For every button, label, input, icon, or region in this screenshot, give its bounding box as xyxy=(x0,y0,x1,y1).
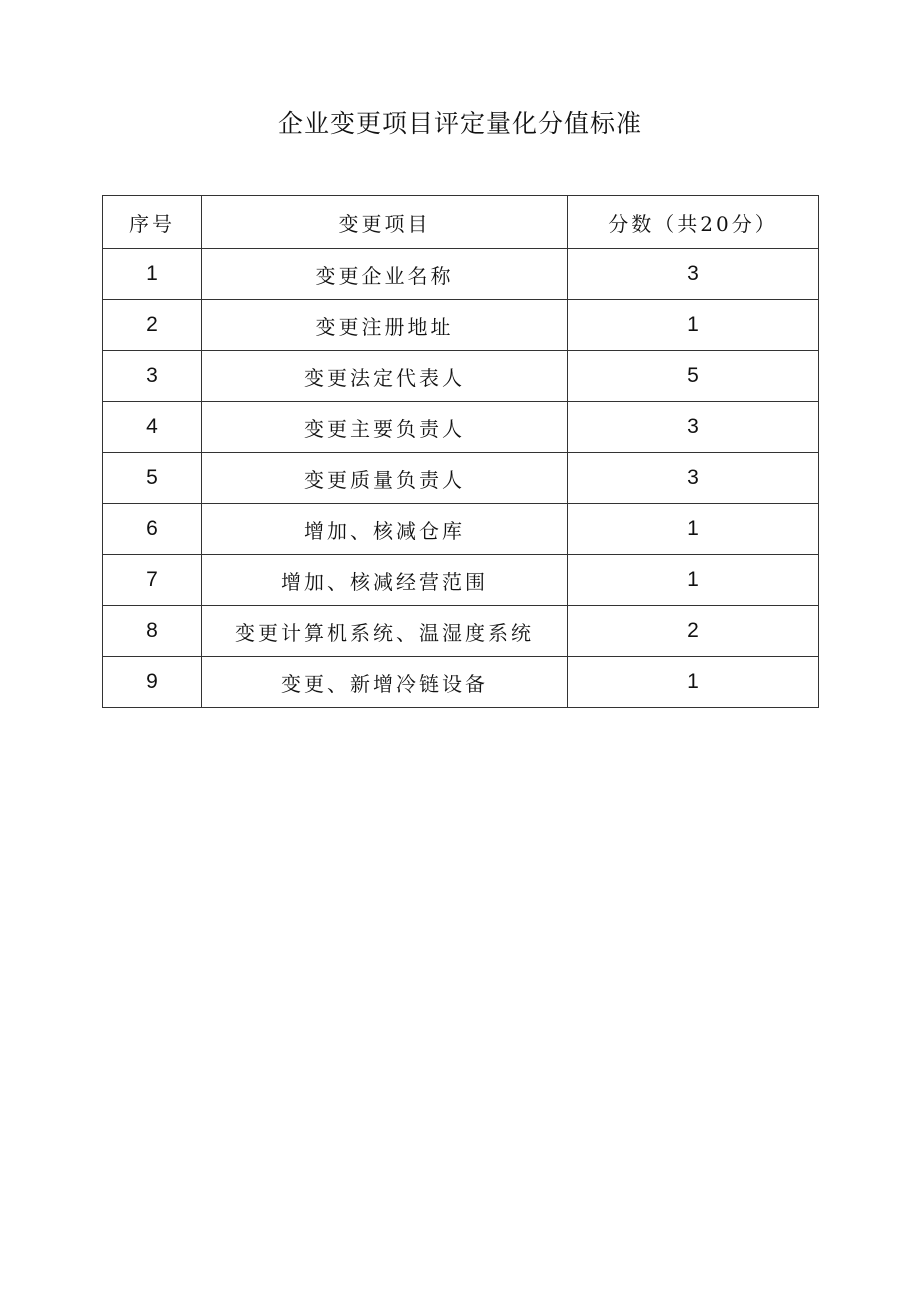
row-index: 3 xyxy=(103,351,202,402)
row-index: 5 xyxy=(103,453,202,504)
score-table xyxy=(102,195,819,708)
row-index: 8 xyxy=(103,606,202,657)
row-score: 1 xyxy=(568,504,819,555)
row-item: 变更法定代表人 xyxy=(202,351,568,402)
row-score: 1 xyxy=(568,555,819,606)
row-score: 2 xyxy=(568,606,819,657)
header-index: 序号 xyxy=(103,196,202,249)
header-item: 变更项目 xyxy=(202,196,568,249)
table-row xyxy=(103,402,819,453)
row-item: 增加、核减经营范围 xyxy=(202,555,568,606)
table-row xyxy=(103,249,819,300)
row-index: 4 xyxy=(103,402,202,453)
row-index: 6 xyxy=(103,504,202,555)
row-item: 变更质量负责人 xyxy=(202,453,568,504)
row-score: 3 xyxy=(568,402,819,453)
row-score: 3 xyxy=(568,453,819,504)
row-item: 变更企业名称 xyxy=(202,249,568,300)
row-item: 变更、新增冷链设备 xyxy=(202,657,568,708)
table-row xyxy=(103,504,819,555)
header-score: 分数（共20分） xyxy=(568,196,819,249)
row-item: 变更注册地址 xyxy=(202,300,568,351)
row-index: 2 xyxy=(103,300,202,351)
row-item: 增加、核减仓库 xyxy=(202,504,568,555)
table-row xyxy=(103,300,819,351)
row-score: 5 xyxy=(568,351,819,402)
row-score: 1 xyxy=(568,657,819,708)
row-item: 变更计算机系统、温湿度系统 xyxy=(202,606,568,657)
page-title: 企业变更项目评定量化分值标准 xyxy=(277,109,642,138)
table-header-row xyxy=(103,196,819,249)
row-index: 1 xyxy=(103,249,202,300)
row-index: 7 xyxy=(103,555,202,606)
row-score: 1 xyxy=(568,300,819,351)
table-row xyxy=(103,351,819,402)
table-row xyxy=(103,453,819,504)
table-row xyxy=(103,555,819,606)
row-item: 变更主要负责人 xyxy=(202,402,568,453)
row-index: 9 xyxy=(103,657,202,708)
row-score: 3 xyxy=(568,249,819,300)
table-row xyxy=(103,657,819,708)
table-row xyxy=(103,606,819,657)
